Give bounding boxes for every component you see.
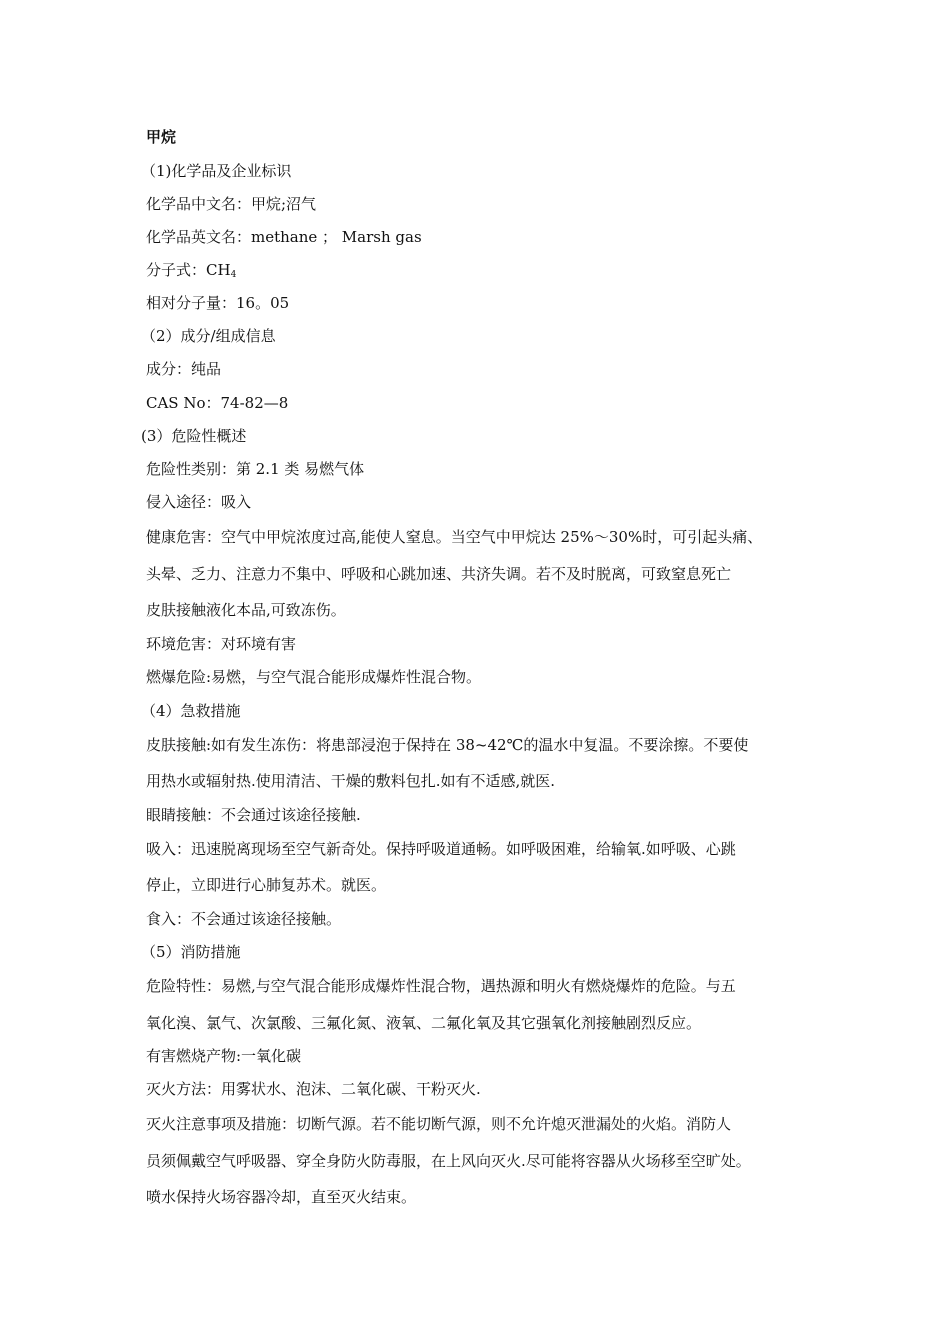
health-hazard-line-1: 健康危害：空气中甲烷浓度过高,能使人窒息。当空气中甲烷达 25%～30%时，可引起头痛、 [146,528,763,546]
explosion-hazard-line: 燃爆危险:易燃，与空气混合能形成爆炸性混合物。 [146,668,482,686]
chinese-name-line: 化学品中文名：甲烷;沼气 [146,195,317,213]
section-5-heading: （5）消防措施 [141,943,241,961]
danger-property-line-2: 氧化溴、氯气、次氯酸、三氟化氮、液氧、二氟化氧及其它强氧化剂接触剧烈反应。 [146,1014,702,1032]
exposure-route-line: 侵入途径：吸入 [146,493,252,511]
document-title: 甲烷 [146,128,177,146]
section-3-heading: (3）危险性概述 [141,427,247,445]
skin-contact-line-2: 用热水或辐射热.使用清洁、干燥的敷料包扎.如有不适感,就医. [146,772,556,790]
section-4-heading: （4）急救措施 [141,702,241,720]
health-hazard-line-2: 头晕、乏力、注意力不集中、呼吸和心跳加速、共济失调。若不及时脱离，可致窒息死亡 [146,565,732,583]
hazard-class-line: 危险性类别：第 2.1 类 易燃气体 [146,460,365,478]
skin-contact-line-1: 皮肤接触:如有发生冻伤：将患部浸泡于保持在 38~42℃的温水中复温。不要涂擦。不要使 [146,736,749,754]
formula-label: 分子式：CH [146,261,231,279]
extinguish-method-line: 灭火方法：用雾状水、泡沫、二氧化碳、干粉灭火. [146,1080,481,1098]
cas-number-line: CAS No：74-82—8 [146,394,289,412]
combustion-product-line: 有害燃烧产物:一氧化碳 [146,1047,302,1065]
firefighting-notes-line-2: 员须佩戴空气呼吸器、穿全身防火防毒服，在上风向灭火.尽可能将容器从火场移至空旷处。 [146,1152,751,1170]
danger-property-line-1: 危险特性：易燃,与空气混合能形成爆炸性混合物，遇热源和明火有燃烧爆炸的危险。与五 [146,977,736,995]
firefighting-notes-line-1: 灭火注意事项及措施：切断气源。若不能切断气源，则不允许熄灭泄漏处的火焰。消防人 [146,1115,732,1133]
environment-hazard-line: 环境危害：对环境有害 [146,635,297,653]
health-hazard-line-3: 皮肤接触液化本品,可致冻伤。 [146,601,346,619]
inhalation-line-1: 吸入：迅速脱离现场至空气新奇处。保持呼吸道通畅。如呼吸困难，给输氧.如呼吸、心跳 [146,840,736,858]
eye-contact-line: 眼睛接触：不会通过该途径接触. [146,806,361,824]
section-2-heading: （2）成分/组成信息 [141,327,276,345]
formula-subscript: 4 [230,270,237,280]
molecular-weight-line: 相对分子量：16。05 [146,294,290,312]
ingestion-line: 食入：不会通过该途径接触。 [146,910,342,928]
composition-line: 成分：纯品 [146,360,222,378]
firefighting-notes-line-3: 喷水保持火场容器冷却，直至灭火结束。 [146,1188,417,1206]
molecular-formula-line [146,259,236,286]
english-name-line: 化学品英文名：methane ； Marsh gas [146,228,422,246]
inhalation-line-2: 停止，立即进行心肺复苏术。就医。 [146,876,387,894]
section-1-heading: （1)化学品及企业标识 [141,162,292,180]
